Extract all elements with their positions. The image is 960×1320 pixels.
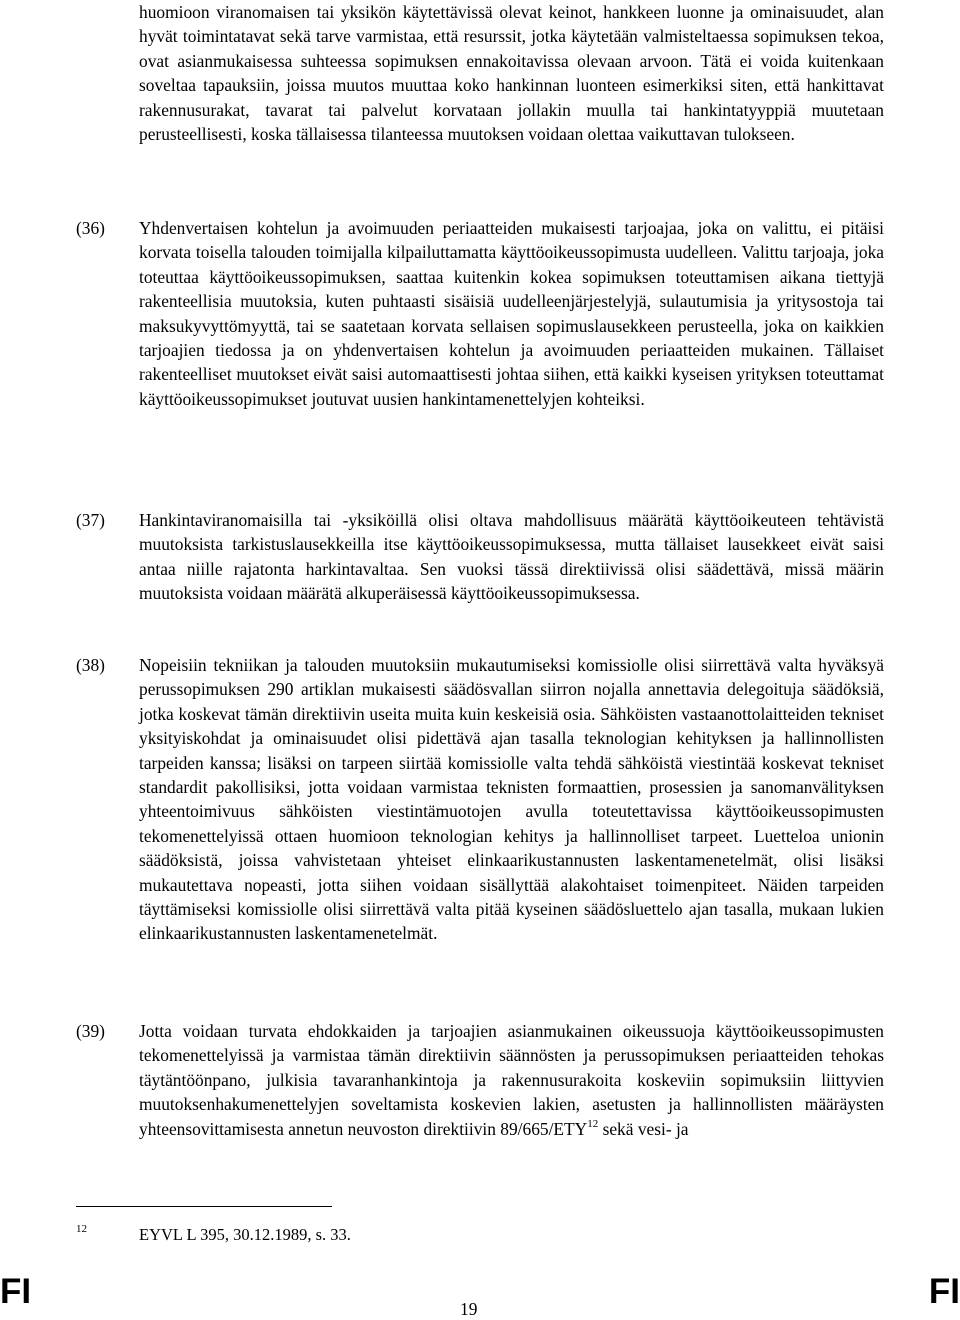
footer-language-right: FI bbox=[928, 1272, 960, 1311]
footnote-reference[interactable]: 12 bbox=[587, 1117, 599, 1130]
paragraph-number-38: (38) bbox=[76, 655, 105, 675]
paragraph-36: Yhdenvertaisen kohtelun ja avoimuuden periaatteiden mukaisesti tarjoajaa, joka on valittu, ei pitäisi korvata toisella talouden toimijalla kilpailuttamatta käyttöoikeussopimusta uudelleen. Valittu tarjoaja, joka toteuttaa käyttöoikeussopimuksen, saattaa kuitenkin kokea sopimuksen toteuttamisen aikana tiettyjä rakenteellisia muutoksia, kuten puhtaasti sisäisiä uudelleenjärjestelyjä, sulautumisia ja yritysostoja tai maksukyvyttömyyttä, tai se saatetaan korvata sellaisen sopimuslausekkeen perusteella, joka on kaikkien tarjoajien tiedossa ja on yhdenvertaisen kohtelun ja avoimuuden periaatteiden mukainen. Tällaiset rakenteelliset muutokset eivät saisi automaattisesti johtaa siihen, että kaikki kyseisen yrityksen toteuttamat käyttöoikeussopimukset joutuvat uusien hankintamenettelyjen kohteiksi. bbox=[139, 218, 884, 409]
page-number: 19 bbox=[460, 1299, 478, 1319]
paragraph-39 bbox=[139, 1019, 884, 1141]
paragraph-39-text: Jotta voidaan turvata ehdokkaiden ja tarjoajien asianmukainen oikeussuoja käyttöoikeussopimusten tekomenettelyissä ja varmistaa tämän direktiivin säännösten ja perussopimuksen periaatteiden tehokas täytäntöönpano, julkisia tavaranhankintoja ja rakennusurakoita koskeviin sopimuksiin liittyvien muutoksenhakumenettelyjen soveltamista koskevien lakien, asetusten ja hallinnollisten määräysten yhteensovittamisesta annetun neuvoston direktiivin 89/665/ETY bbox=[139, 1021, 884, 1139]
paragraph-continued: huomioon viranomaisen tai yksikön käytettävissä olevat keinot, hankkeen luonne ja ominaisuudet, alan hyvät toimintatavat sekä tarve varmistaa, että resurssit, jotka käytetään valmisteltaessa sopimuksen tekoa, ovat asianmukaisessa suhteessa sopimuksen ennakoitavissa olevaan arvoon. Tätä ei voida kuitenkaan soveltaa tapauksiin, joissa muutos muuttaa koko hankinnan luonteen esimerkiksi siten, että hankittavat rakennusurakat, tavarat tai palvelut korvataan jollakin muulla tai hankintatyyppiä muutetaan perusteellisesti, koska tällaisessa tilanteessa muutoksen voidaan olettaa vaikuttavan tulokseen. bbox=[139, 2, 884, 145]
paragraph-number-36: (36) bbox=[76, 218, 105, 238]
paragraph-number-37: (37) bbox=[76, 510, 105, 530]
paragraph-number-39: (39) bbox=[76, 1021, 105, 1041]
paragraph-39-text-after: sekä vesi- ja bbox=[598, 1118, 689, 1139]
footnote-mark: 12 bbox=[76, 1223, 87, 1235]
paragraph-38: Nopeisiin tekniikan ja talouden muutoksiin mukautumiseksi komissiolle olisi siirrettävä valta hyväksyä perussopimuksen 290 artiklan mukaisesti säädösvallan siirron nojalla annettavia delegoituja säädöksiä, jotka koskevat tämän direktiivin useita muita kuin keskeisiä osia. Sähköisten vastaanottolaitteiden tekniset yksityiskohdat ja ominaisuudet olisi pidettävä ajan tasalla teknologian kehityksen ja hallinnollisten tarpeiden kanssa; lisäksi on tarpeen siirtää komissiolle valta tehdä sähköistä viestintää koskevat tekniset standardit pakollisiksi, jotta voidaan varmistaa teknisten formaattien, prosessien ja sanomanvälityksen yhteentoimivuus sähköisten viestintämuotojen avulla toteutettavissa käyttöoikeussopimusten tekomenettelyissä ottaen huomioon teknologian kehitys ja hallinnolliset tarpeet. Luetteloa unionin säädöksistä, joissa vahvistetaan yhteiset elinkaarikustannusten laskentamenetelmät, olisi lisäksi mukautettava nopeasti, jotta siihen voidaan sisällyttää alakohtaiset toimenpiteet. Näiden tarpeiden täyttämiseksi komissiolle olisi siirrettävä valta pitää kyseinen säädösluettelo ajan tasalla, mukaan lukien elinkaarikustannusten laskentamenetelmät. bbox=[139, 655, 884, 944]
footnote-text: EYVL L 395, 30.12.1989, s. 33. bbox=[139, 1225, 351, 1244]
footnote-separator bbox=[76, 1206, 332, 1207]
footer-language-left: FI bbox=[0, 1272, 32, 1311]
paragraph-37: Hankintaviranomaisilla tai -yksiköillä olisi oltava mahdollisuus määrätä käyttöoikeuteen tehtävistä muutoksista tarkistuslausekkeilla itse käyttöoikeussopimuksessa, mutta tällaiset lausekkeet eivät saisi antaa niille rajatonta harkintavaltaa. Sen vuoksi tässä direktiivissä olisi säädettävä, missä määrin muutoksista voidaan määrätä alkuperäisessä käyttöoikeussopimuksessa. bbox=[139, 510, 884, 604]
